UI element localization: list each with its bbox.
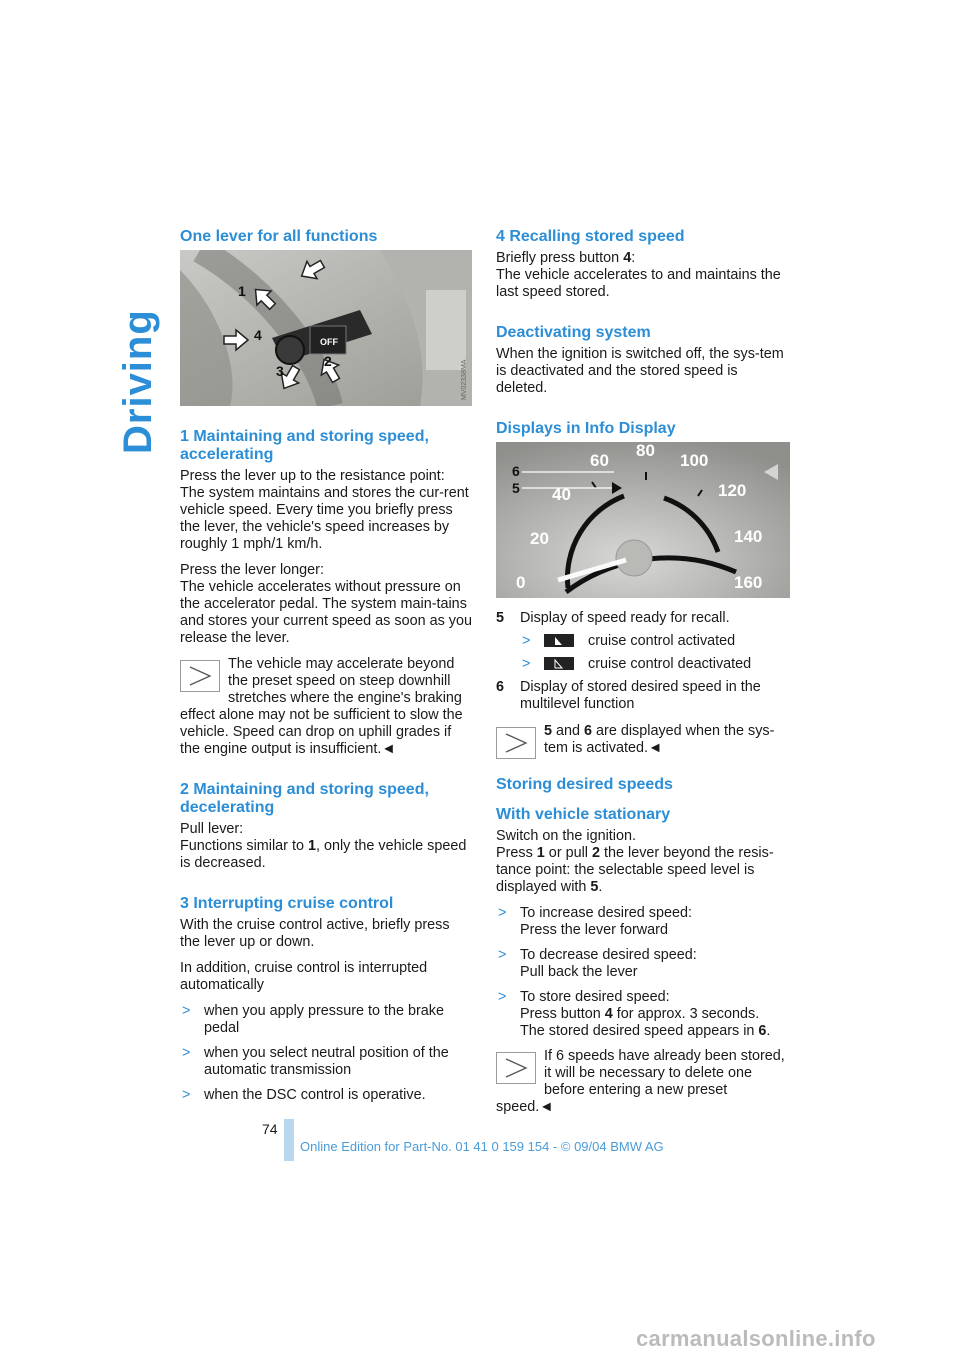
speedo-tick-label: 120 [718, 481, 747, 500]
list-item-text: To decrease desired speed: [520, 947, 697, 963]
paragraph-pull-lever [180, 821, 472, 872]
press-lever-longer-body: The vehicle accelerates without pressure on the accelerator pedal. The system main-tains and stores your current speed as soon as you release the lever. [180, 579, 472, 646]
caution-triangle-icon [180, 660, 220, 692]
sub-item-text: cruise control deactivated [588, 656, 752, 672]
pull-lever-text-end: , only the vehicle speed is decreased. [180, 838, 467, 871]
lever-label-3: 3 [276, 363, 284, 379]
list-item-text: Pull back the lever [520, 964, 638, 980]
info-note-displayed [496, 723, 788, 757]
press-text: . [598, 879, 603, 895]
section-side-tab [116, 230, 160, 454]
press-lever-longer-lead: Press the lever longer: [180, 562, 324, 578]
note-text-end: are displayed when the sys-tem is activated. [544, 723, 775, 756]
item-number: 6 [496, 679, 505, 695]
heading-deactivating: Deactivating system [496, 324, 651, 341]
heading-maintain-decelerate: 2 Maintaining and storing speed, decelerating [180, 781, 429, 816]
cruise-activated-icon [544, 634, 574, 647]
caution-note-downhill [180, 656, 472, 758]
paragraph-ignition-off: When the ignition is switched off, the sys-tem is deactivated and the stored speed is deleted. [496, 346, 784, 396]
footer-edition: Online Edition for Part-No. 01 41 0 159 154 - © 09/04 BMW AG [300, 1139, 664, 1154]
lever-off-label: OFF [320, 337, 338, 347]
list-item [496, 905, 788, 939]
heading-interrupting: 3 Interrupting cruise control [180, 895, 394, 912]
numbered-item-5 [496, 610, 788, 627]
paragraph-briefly-press-button [496, 250, 788, 301]
note-ref-6: 6 [584, 723, 593, 739]
paragraph-switch-on [496, 828, 788, 896]
bullet-arrow-icon: > [182, 1045, 191, 1061]
section-side-tab-label: Driving [116, 309, 160, 454]
list-item-text: for approx. 3 seconds. [612, 1006, 760, 1022]
list-item-text: To store desired speed: [520, 989, 670, 1005]
recall-text-colon: : [631, 250, 636, 266]
recall-body: The vehicle accelerates to and maintains the last speed stored. [496, 267, 781, 300]
ref-number: 1 [536, 845, 545, 861]
bullet-arrow-icon: > [522, 656, 531, 672]
list-item-text: . [766, 1023, 771, 1039]
speedo-tick-label: 40 [552, 485, 571, 504]
ref-number: 5 [590, 879, 599, 895]
list-item-text: To increase desired speed: [520, 905, 692, 921]
end-mark-icon: ◄ [647, 740, 663, 756]
paragraph-briefly-press: With the cruise control active, briefly press the lever up or down. [180, 917, 450, 950]
switch-on-text: Switch on the ignition. [496, 828, 636, 844]
lever-illustration-svg [180, 250, 472, 406]
note-text: If 6 speeds have already been stored, it will be necessary to delete one before entering a new preset speed. [496, 1048, 785, 1115]
list-item-text: The stored desired speed appears in [520, 1023, 759, 1039]
lever-label-2: 2 [324, 353, 332, 369]
right-column [496, 228, 788, 1125]
recall-ref-number: 4 [623, 250, 632, 266]
left-column [180, 228, 472, 1112]
figure-code: MV02338MA [461, 359, 468, 400]
cruise-deactivated-icon [544, 657, 574, 670]
sub-item-activated [496, 633, 788, 650]
bullet-arrow-icon: > [498, 947, 507, 963]
list-item [180, 1045, 472, 1079]
watermark-logo: carmanualsonline.info [636, 1326, 876, 1351]
list-item [496, 947, 788, 981]
list-item [180, 1003, 472, 1037]
bullet-arrow-icon: > [182, 1003, 191, 1019]
speedo-callout-6: 6 [512, 463, 520, 479]
speedo-tick-label: 60 [590, 451, 609, 470]
heading-one-lever: One lever for all functions [180, 228, 378, 245]
bullet-arrow-icon: > [522, 633, 531, 649]
speedometer-svg [496, 442, 790, 598]
press-text: the lever beyond the resis-tance point: the selectable speed level is displayed with [496, 845, 774, 895]
ref-number: 6 [758, 1023, 767, 1039]
heading-storing: Storing desired speeds [496, 776, 673, 793]
footer-accent-bar [284, 1119, 294, 1161]
speedo-tick-label: 80 [636, 442, 655, 460]
list-item-text: Press the lever forward [520, 922, 668, 938]
note-triangle-icon [496, 727, 536, 759]
bullet-arrow-icon: > [182, 1087, 191, 1103]
end-mark-icon: ◄ [539, 1099, 554, 1115]
list-item-text: when the DSC control is operative. [204, 1087, 426, 1103]
lever-label-1: 1 [238, 283, 246, 299]
note-triangle-icon [496, 1052, 536, 1084]
pull-lever-ref-number: 1 [307, 838, 316, 854]
paragraph-interrupted-automatically: In addition, cruise control is interrupted automatically [180, 960, 428, 993]
ref-number: 4 [604, 1006, 613, 1022]
list-item-text: when you apply pressure to the brake pedal [204, 1003, 444, 1036]
speedo-tick-label: 0 [516, 573, 526, 592]
heading-recalling: 4 Recalling stored speed [496, 228, 685, 245]
heading-displays: Displays in Info Display [496, 420, 676, 437]
item-text: Display of stored desired speed in the multilevel function [520, 679, 761, 712]
list-item-text: when you select neutral position of the automatic transmission [204, 1045, 449, 1078]
paragraph-press-lever-up: Press the lever up to the resistance point: The system maintains and stores the cur-rent vehicle speed. Every time you briefly press the lever, the vehicle's speed increases by roughly 1 mph/1 km/h. [180, 468, 469, 552]
recall-text: Briefly press button [496, 250, 624, 266]
speedo-callout-5: 5 [512, 480, 520, 496]
numbered-item-6 [496, 679, 788, 713]
speedometer-illustration [496, 442, 790, 598]
page-number: 74 [262, 1121, 278, 1137]
note-ref-5: 5 [544, 723, 553, 739]
paragraph-press-lever-longer [180, 562, 472, 647]
info-note-six-speeds [496, 1048, 788, 1116]
list-item [496, 989, 788, 1040]
lever-label-4: 4 [254, 327, 262, 343]
lever-illustration [180, 250, 472, 406]
speedo-tick-label: 160 [734, 573, 763, 592]
press-text: Press [496, 845, 537, 861]
list-item [180, 1087, 472, 1104]
item-number: 5 [496, 610, 505, 626]
sub-item-deactivated [496, 656, 788, 673]
bullet-arrow-icon: > [498, 989, 507, 1005]
end-mark-icon: ◄ [381, 741, 396, 757]
ref-number: 2 [592, 845, 601, 861]
speedo-tick-label: 100 [680, 451, 709, 470]
sub-item-text: cruise control activated [588, 633, 736, 649]
heading-stationary: With vehicle stationary [496, 806, 671, 823]
bullet-arrow-icon: > [498, 905, 507, 921]
press-text: or pull [544, 845, 593, 861]
list-item-text: Press button [520, 1006, 605, 1022]
item-text: Display of speed ready for recall. [520, 610, 730, 626]
pull-lever-lead: Pull lever: [180, 821, 244, 837]
note-text: and [552, 723, 585, 739]
heading-maintain-accelerate: 1 Maintaining and storing speed, accelerating [180, 428, 429, 463]
speedo-tick-label: 20 [530, 529, 549, 548]
pull-lever-text: Functions similar to [180, 838, 308, 854]
caution-note-downhill-text: The vehicle may accelerate beyond the preset speed on steep downhill stretches where the engine's braking effect alone may not be sufficient to slow the vehicle. Speed can drop on uphill grades if the engine output is insufficient. [180, 656, 463, 757]
speedo-tick-label: 140 [734, 527, 763, 546]
